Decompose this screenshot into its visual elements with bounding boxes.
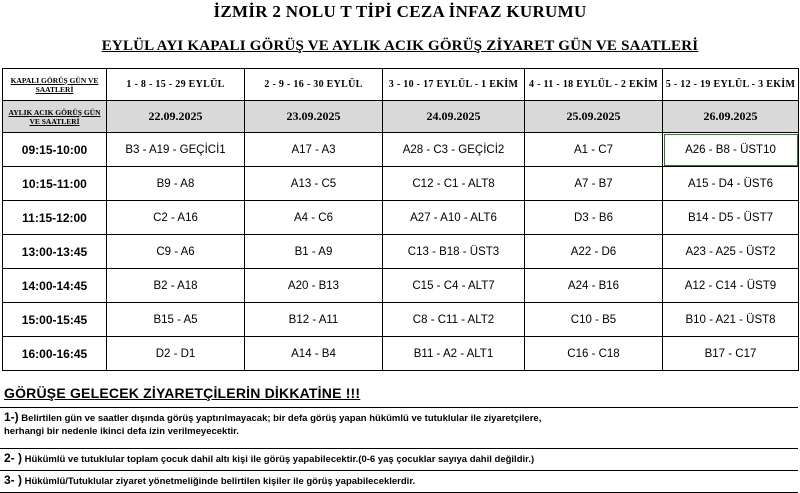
schedule-cell[interactable]: A17 - A3: [245, 133, 383, 167]
table-row: [3, 269, 799, 303]
closed-visit-header: KAPALI GÖRÜŞ GÜN VE SAATLERİ: [3, 69, 107, 101]
schedule-cell[interactable]: A23 - A25 - ÜST2: [663, 235, 799, 269]
table-row: [3, 235, 799, 269]
schedule-cell[interactable]: A28 - C3 - GEÇİCİ2: [383, 133, 525, 167]
day-group: 3 - 10 - 17 EYLÜL - 1 EKİM: [383, 69, 525, 101]
open-visit-date: 24.09.2025: [383, 101, 525, 133]
notice-number: 2- ): [4, 451, 22, 465]
institution-title: İZMİR 2 NOLU T TİPİ CEZA İNFAZ KURUMU: [213, 2, 587, 21]
schedule-subtitle: EYLÜL AYI KAPALI GÖRÜŞ VE AYLIK ACIK GÖRÜŞ ZİYARET GÜN VE SAATLERİ: [101, 38, 699, 54]
schedule-cell[interactable]: C2 - A16: [107, 201, 245, 235]
schedule-cell[interactable]: D3 - B6: [525, 201, 663, 235]
notice-title: GÖRÜŞE GELECEK ZİYARETÇİLERİN DİKKATİNE !!!: [4, 385, 361, 401]
day-group: 2 - 9 - 16 - 30 EYLÜL: [245, 69, 383, 101]
schedule-cell[interactable]: C16 - C18: [525, 337, 663, 371]
notice-text-continued: herhangi bir nedenle ikinci defa izin verilmeyecektir.: [4, 426, 239, 437]
notice-text: Hükümlü ve tutuklular toplam çocuk dahil altı kişi ile görüş yapabilecektir.(0-6 yaş çocuklar sayıya dahil değildir.): [22, 454, 535, 465]
open-visit-header: AYLIK ACIK GÖRÜŞ GÜN VE SAATLERİ: [3, 101, 107, 133]
schedule-cell[interactable]: A13 - C5: [245, 167, 383, 201]
table-row: [3, 133, 799, 167]
table-row: [3, 201, 799, 235]
notice-number: 1-): [4, 410, 19, 424]
schedule-cell[interactable]: A1 - C7: [525, 133, 663, 167]
day-group: 5 - 12 - 19 EYLÜL - 3 EKİM: [663, 69, 799, 101]
time-slot: 14:00-14:45: [3, 269, 107, 303]
notice-number: 3- ): [4, 473, 22, 487]
dates-row: [3, 101, 799, 133]
schedule-cell[interactable]: B14 - D5 - ÜST7: [663, 201, 799, 235]
table-row: [3, 167, 799, 201]
time-slot: 11:15-12:00: [3, 201, 107, 235]
schedule-cell[interactable]: A20 - B13: [245, 269, 383, 303]
schedule-cell-selected[interactable]: A26 - B8 - ÜST10: [663, 133, 799, 167]
schedule-cell[interactable]: A27 - A10 - ALT6: [383, 201, 525, 235]
day-group: 1 - 8 - 15 - 29 EYLÜL: [107, 69, 245, 101]
notice-text: Hükümlü/Tutuklular ziyaret yönetmeliğinde belirtilen kişiler ile görüş yapabileceklerdir.: [22, 476, 416, 487]
open-visit-date: 22.09.2025: [107, 101, 245, 133]
schedule-cell[interactable]: A24 - B16: [525, 269, 663, 303]
schedule-cell[interactable]: C12 - C1 - ALT8: [383, 167, 525, 201]
day-group: 4 - 11 - 18 EYLÜL - 2 EKİM: [525, 69, 663, 101]
schedule-cell[interactable]: A14 - B4: [245, 337, 383, 371]
open-visit-date: 26.09.2025: [663, 101, 799, 133]
schedule-cell[interactable]: B15 - A5: [107, 303, 245, 337]
notice-item: [0, 407, 798, 448]
notice-list: [0, 407, 798, 493]
open-visit-date: 23.09.2025: [245, 101, 383, 133]
time-slot: 16:00-16:45: [3, 337, 107, 371]
schedule-cell[interactable]: D2 - D1: [107, 337, 245, 371]
time-slot: 09:15-10:00: [3, 133, 107, 167]
schedule-cell[interactable]: B9 - A8: [107, 167, 245, 201]
schedule-cell[interactable]: A4 - C6: [245, 201, 383, 235]
schedule-cell[interactable]: C15 - C4 - ALT7: [383, 269, 525, 303]
schedule-cell[interactable]: A12 - C14 - ÜST9: [663, 269, 799, 303]
schedule-cell[interactable]: C13 - B18 - ÜST3: [383, 235, 525, 269]
schedule-cell[interactable]: B10 - A21 - ÜST8: [663, 303, 799, 337]
schedule-cell[interactable]: B2 - A18: [107, 269, 245, 303]
schedule-cell[interactable]: B11 - A2 - ALT1: [383, 337, 525, 371]
schedule-cell[interactable]: B17 - C17: [663, 337, 799, 371]
time-slot: 10:15-11:00: [3, 167, 107, 201]
schedule-cell[interactable]: A15 - D4 - ÜST6: [663, 167, 799, 201]
schedule-cell[interactable]: C10 - B5: [525, 303, 663, 337]
notice-item: [0, 448, 798, 470]
notice-item: [0, 470, 798, 493]
table-row: [3, 303, 799, 337]
schedule-cell[interactable]: A7 - B7: [525, 167, 663, 201]
time-slot: 13:00-13:45: [3, 235, 107, 269]
visit-schedule-table: [2, 68, 799, 371]
table-row: [3, 337, 799, 371]
schedule-cell[interactable]: C9 - A6: [107, 235, 245, 269]
notice-text: Belirtilen gün ve saatler dışında görüş yaptırılmayacak; bir defa görüş yapan hükümlü ve tutuklular ile ziyaretçilere,: [18, 413, 542, 424]
day-groups-row: [3, 69, 799, 101]
schedule-cell[interactable]: B1 - A9: [245, 235, 383, 269]
schedule-cell[interactable]: C8 - C11 - ALT2: [383, 303, 525, 337]
time-slot: 15:00-15:45: [3, 303, 107, 337]
schedule-cell[interactable]: A22 - D6: [525, 235, 663, 269]
schedule-cell[interactable]: B3 - A19 - GEÇİCİ1: [107, 133, 245, 167]
schedule-cell[interactable]: B12 - A11: [245, 303, 383, 337]
open-visit-date: 25.09.2025: [525, 101, 663, 133]
